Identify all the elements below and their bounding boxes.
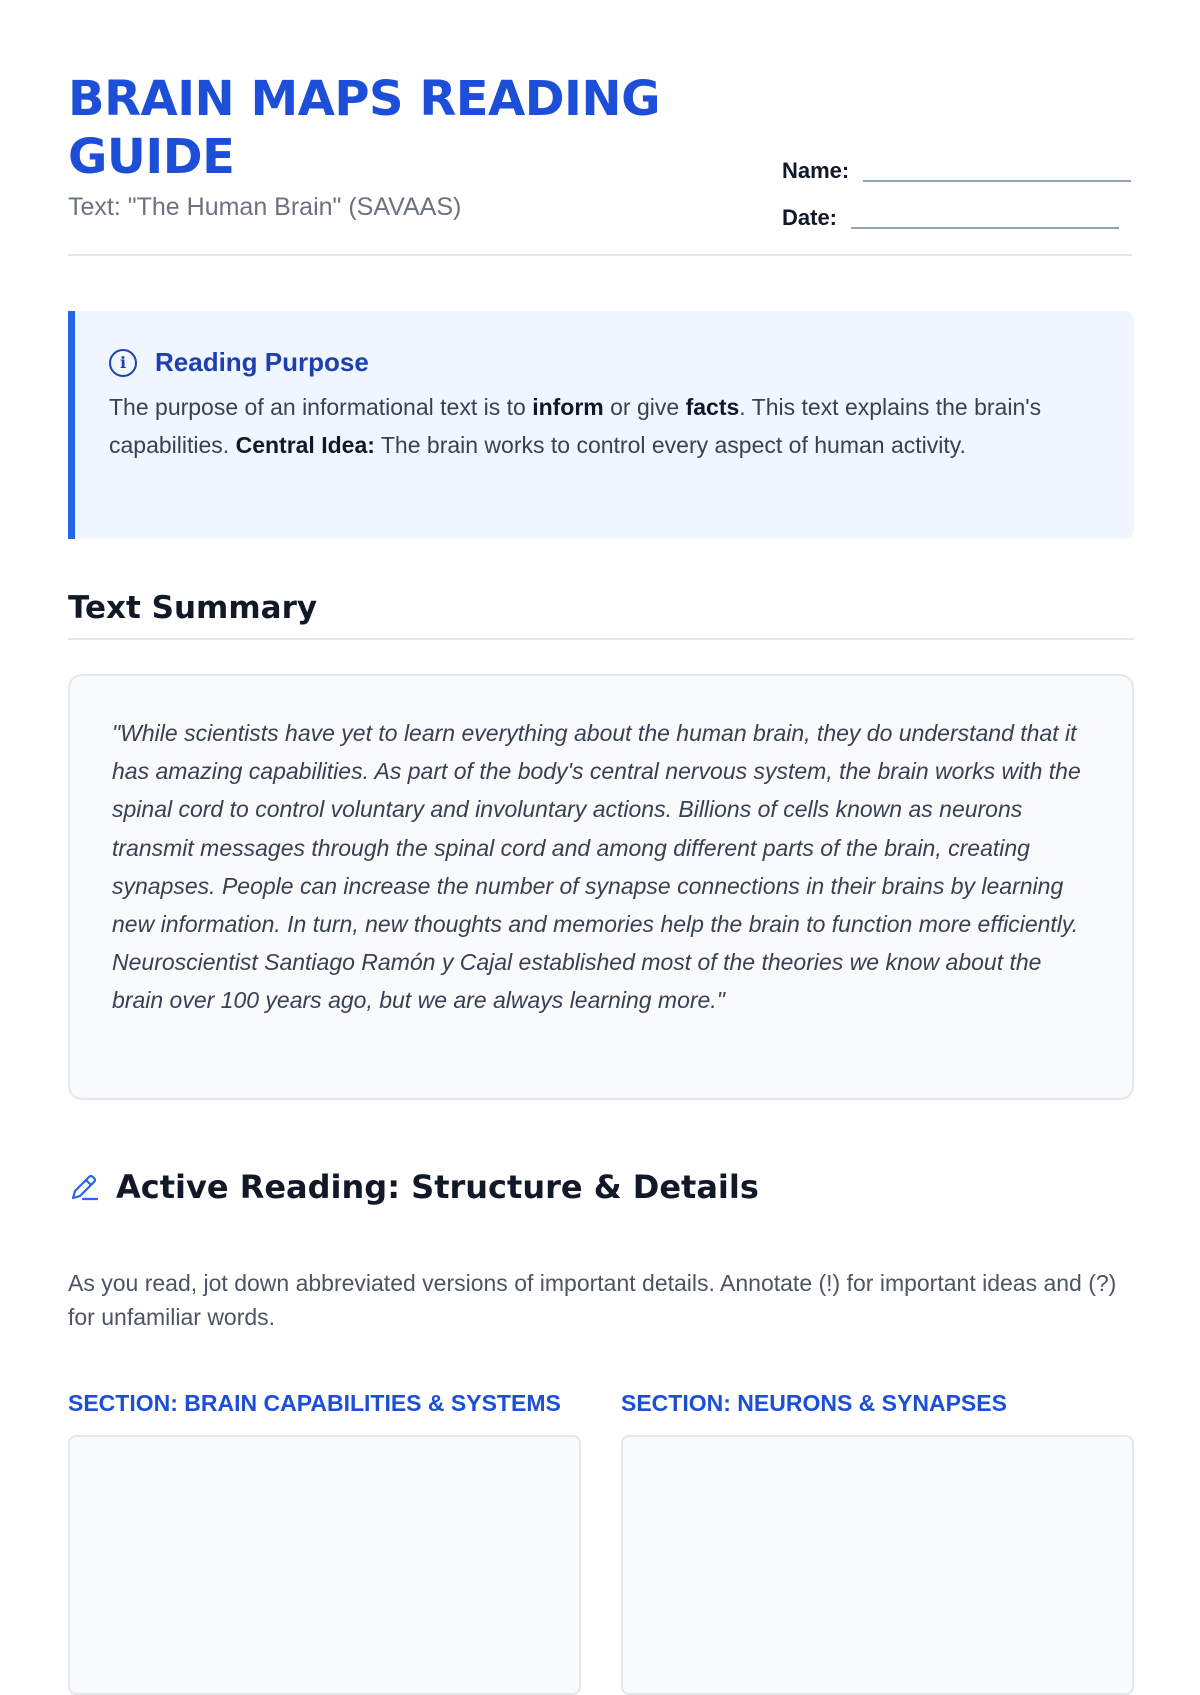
page-header — [68, 0, 1132, 256]
text-summary-box — [68, 674, 1134, 1100]
reading-purpose-text — [109, 388, 1094, 464]
purpose-bold-facts: facts — [685, 394, 740, 420]
purpose-bold-inform: inform — [532, 394, 604, 420]
section-neurons-synapses — [621, 1390, 1134, 1695]
text-summary-heading: Text Summary — [68, 590, 1134, 640]
date-field — [782, 195, 1132, 231]
date-label: Date: — [782, 205, 838, 230]
purpose-bold-central-idea: Central Idea: — [235, 432, 375, 458]
reading-purpose-box — [68, 311, 1134, 539]
reading-purpose-header — [109, 347, 1094, 378]
pen-icon — [68, 1171, 100, 1203]
notes-box[interactable] — [68, 1435, 581, 1695]
page-subtitle: Text: "The Human Brain" (SAVAAS) — [68, 193, 462, 221]
date-line[interactable] — [851, 227, 1119, 229]
notes-box[interactable] — [621, 1435, 1134, 1695]
name-line[interactable] — [863, 180, 1131, 182]
purpose-text-3: . This text explains the brain's capabilities. — [109, 394, 1042, 458]
purpose-text-4: The brain works to control every aspect of human activity. — [374, 432, 966, 458]
active-reading-title: Active Reading: Structure & Details — [116, 1168, 759, 1206]
name-label: Name: — [782, 158, 850, 183]
active-reading-instructions: As you read, jot down abbreviated versions of important details. Annotate (!) for important ideas and (?) for unfamiliar words. — [68, 1270, 1117, 1330]
note-sections — [68, 1390, 1134, 1695]
purpose-text-2: or give — [603, 394, 686, 420]
section-brain-capabilities — [68, 1390, 581, 1695]
info-icon: i — [109, 349, 137, 377]
text-summary-quote: "While scientists have yet to learn everything about the human brain, they do understand that it has amazing capabilities. As part of the body's central nervous system, the brain works with the spinal cord to control voluntary and involuntary actions. Billions of cells known as neurons transmit messages through the spinal cord and among different parts of the brain, creating synapses. People can increase the number of synapse connections in their brains by learning new information. In turn, new thoughts and memories help the brain to function more efficiently. Neuroscientist Santiago Ramón y Cajal established most of the theories we know about the brain over 100 years ago, but we are always learning more." — [112, 720, 1081, 1014]
section-label: SECTION: BRAIN CAPABILITIES & SYSTEMS — [68, 1390, 561, 1416]
purpose-text-1: The purpose of an informational text is to — [109, 394, 533, 420]
page-title: BRAIN MAPS READING GUIDE — [68, 71, 660, 185]
section-label: SECTION: NEURONS & SYNAPSES — [621, 1390, 1007, 1416]
name-field — [782, 148, 1132, 184]
active-reading-header — [68, 1168, 759, 1206]
student-fields — [782, 148, 1132, 242]
reading-purpose-title: Reading Purpose — [155, 347, 369, 377]
